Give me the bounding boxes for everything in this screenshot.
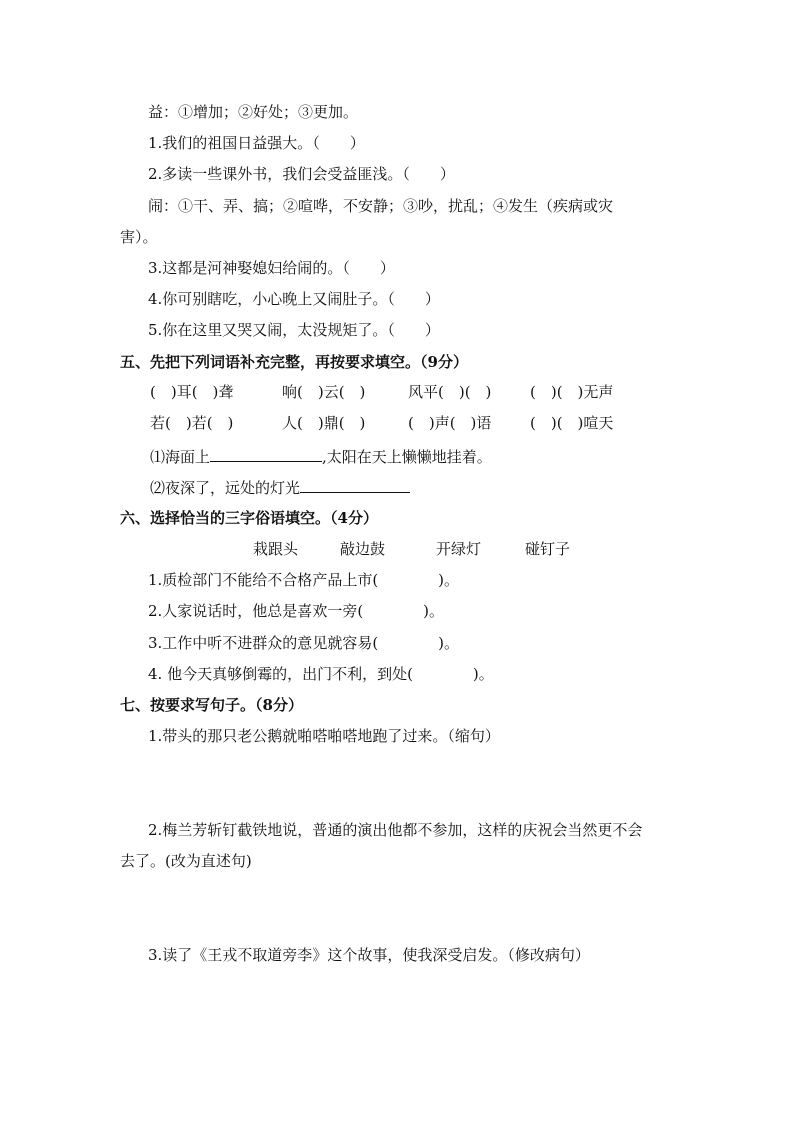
nao-definition: 闹：①干、弄、搞；②喧哗，不安静；③吵，扰乱；④发生（疾病或灾 — [148, 197, 614, 215]
section-5-heading: 五、先把下列词语补充完整，再按要求填空。（9分） — [120, 353, 468, 371]
idiom-cell: ( )( )无声 — [530, 383, 614, 401]
answer-blank[interactable] — [300, 477, 410, 493]
nao-definition-cont: 害）。 — [120, 228, 158, 246]
word-option: 开绿灯 — [436, 540, 482, 558]
idiom-cell: 响( )云( ) — [282, 383, 366, 401]
word-option: 碰钉子 — [525, 540, 571, 558]
fill-blank-1 — [150, 446, 492, 467]
s7-question-2: 2.梅兰芳斩钉截铁地说，普通的演出他都不参加，这样的庆祝会当然更不会 — [148, 821, 643, 839]
word-option: 敲边鼓 — [340, 540, 386, 558]
s6-question-2: 2.人家说话时，他总是喜欢一旁( )。 — [148, 602, 445, 620]
nao-question-4: 4.你可别瞎吃，小心晚上又闹肚子。（ ） — [148, 290, 440, 308]
s7-question-2-cont: 去了。(改为直述句) — [120, 852, 252, 870]
yi-question-1: 1.我们的祖国日益强大。（ ） — [148, 134, 365, 152]
yi-definition: 益：①增加；②好处；③更加。 — [148, 103, 359, 121]
idiom-cell: ( )耳( )聋 — [150, 383, 234, 401]
nao-question-5: 5.你在这里又哭又闹，太没规矩了。（ ） — [148, 321, 440, 339]
fill-blank-1-suffix: ,太阳在天上懒懒地挂着。 — [322, 448, 492, 466]
idiom-cell: ( )( )喧天 — [530, 414, 614, 432]
fill-blank-2 — [150, 477, 410, 498]
section-6-heading: 六、选择恰当的三字俗语填空。（4分） — [120, 509, 378, 527]
idiom-cell: 人( )鼎( ) — [282, 414, 366, 432]
s7-question-3: 3.读了《王戎不取道旁李》这个故事，使我深受启发。（修改病句） — [148, 946, 590, 964]
s6-question-3: 3.工作中听不进群众的意见就容易( )。 — [148, 634, 460, 652]
yi-question-2: 2.多读一些课外书，我们会受益匪浅。（ ） — [148, 165, 455, 183]
answer-blank[interactable] — [210, 446, 322, 462]
s6-question-1: 1.质检部门不能给不合格产品上市( )。 — [148, 571, 460, 589]
fill-blank-2-prefix: ⑵夜深了，远处的灯光 — [150, 479, 301, 497]
idiom-cell: ( )声( )语 — [408, 414, 492, 432]
s6-question-4: 4. 他今天真够倒霉的，出门不利，到处( )。 — [148, 665, 494, 683]
section-7-heading: 七、按要求写句子。（8分） — [120, 696, 303, 714]
idiom-cell: 风平( )( ) — [408, 383, 492, 401]
idiom-cell: 若( )若( ) — [150, 414, 234, 432]
s7-question-1: 1.带头的那只老公鹅就啪嗒啪嗒地跑了过来。（缩句） — [148, 727, 500, 745]
nao-question-3: 3.这都是河神娶媳妇给闹的。（ ） — [148, 259, 395, 277]
fill-blank-1-prefix: ⑴海面上 — [150, 448, 211, 466]
word-option: 栽跟头 — [253, 540, 299, 558]
